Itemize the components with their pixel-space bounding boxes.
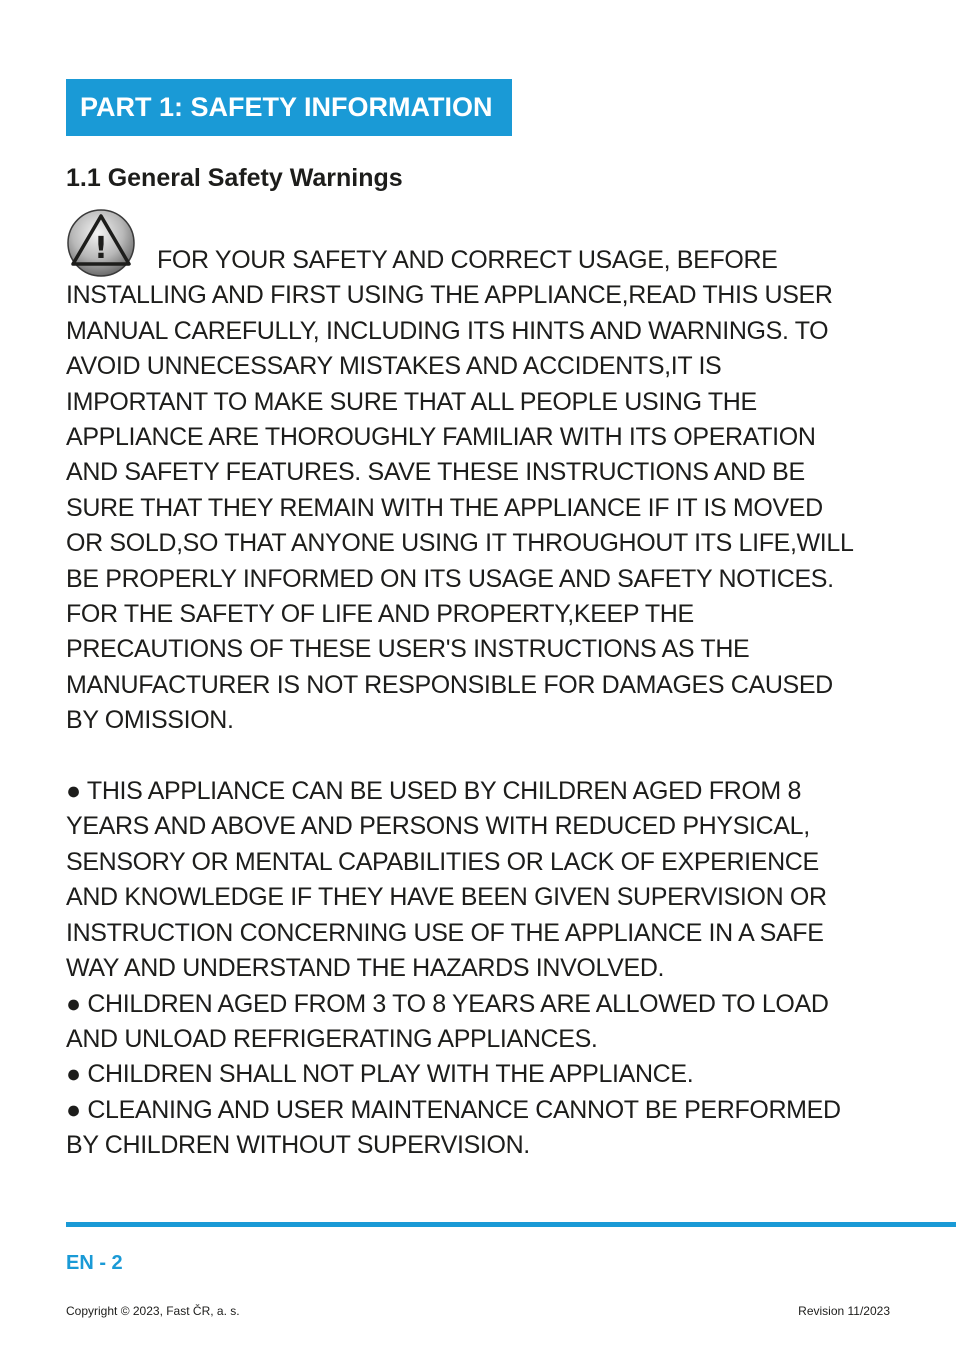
intro-line: SURE THAT THEY REMAIN WITH THE APPLIANCE IF IT IS MOVED — [66, 493, 823, 522]
intro-line: BE PROPERLY INFORMED ON ITS USAGE AND SAFETY NOTICES. — [66, 564, 834, 593]
intro-line: PRECAUTIONS OF THESE USER'S INSTRUCTIONS AS THE — [66, 635, 750, 664]
footer-divider — [66, 1222, 956, 1227]
intro-line: BY OMISSION. — [66, 706, 234, 735]
intro-line: FOR YOUR SAFETY AND CORRECT USAGE, BEFORE — [157, 246, 778, 274]
intro-line: AVOID UNNECESSARY MISTAKES AND ACCIDENTS,IT IS — [66, 352, 722, 381]
warning-glyph: ! — [94, 231, 108, 266]
bullet-line: ● CHILDREN AGED FROM 3 TO 8 YEARS ARE ALLOWED TO LOAD — [66, 989, 829, 1018]
bullet-line: INSTRUCTION CONCERNING USE OF THE APPLIANCE IN A SAFE — [66, 918, 824, 947]
bullet-line: AND UNLOAD REFRIGERATING APPLIANCES. — [66, 1024, 598, 1053]
intro-line: MANUFACTURER IS NOT RESPONSIBLE FOR DAMAGES CAUSED — [66, 670, 833, 699]
intro-line: IMPORTANT TO MAKE SURE THAT ALL PEOPLE USING THE — [66, 387, 757, 416]
intro-line: APPLIANCE ARE THOROUGHLY FAMILIAR WITH ITS OPERATION — [66, 423, 816, 452]
part-title-banner — [66, 79, 512, 136]
bullet-line: AND KNOWLEDGE IF THEY HAVE BEEN GIVEN SUPERVISION OR — [66, 883, 827, 912]
copyright-notice: Copyright © 2023, Fast ČR, a. s. — [66, 1304, 240, 1318]
intro-line: MANUAL CAREFULLY, INCLUDING ITS HINTS AND WARNINGS. TO — [66, 316, 829, 345]
bullet-line: ● THIS APPLIANCE CAN BE USED BY CHILDREN AGED FROM 8 — [66, 777, 802, 806]
page-number: EN - 2 — [66, 1252, 123, 1274]
bullet-line: BY CHILDREN WITHOUT SUPERVISION. — [66, 1131, 530, 1160]
section-title: 1.1 General Safety Warnings — [66, 164, 403, 192]
bullet-line: YEARS AND ABOVE AND PERSONS WITH REDUCED PHYSICAL, — [66, 812, 810, 841]
part-title: PART 1: SAFETY INFORMATION — [80, 92, 493, 122]
intro-line: AND SAFETY FEATURES. SAVE THESE INSTRUCTIONS AND BE — [66, 458, 805, 487]
intro-line: OR SOLD,SO THAT ANYONE USING IT THROUGHOUT ITS LIFE,WILL — [66, 529, 854, 558]
bullet-line: SENSORY OR MENTAL CAPABILITIES OR LACK OF EXPERIENCE — [66, 847, 819, 876]
bullet-line: ● CHILDREN SHALL NOT PLAY WITH THE APPLIANCE. — [66, 1060, 694, 1089]
intro-line: FOR THE SAFETY OF LIFE AND PROPERTY,KEEP THE — [66, 600, 694, 629]
paragraph-gap — [66, 739, 936, 774]
bullet-line: WAY AND UNDERSTAND THE HAZARDS INVOLVED. — [66, 954, 665, 983]
revision-label: Revision 11/2023 — [798, 1304, 890, 1318]
intro-line: INSTALLING AND FIRST USING THE APPLIANCE,READ THIS USER — [66, 281, 833, 310]
bullet-line: ● CLEANING AND USER MAINTENANCE CANNOT BE PERFORMED — [66, 1095, 841, 1124]
safety-warnings-body — [66, 243, 936, 1164]
